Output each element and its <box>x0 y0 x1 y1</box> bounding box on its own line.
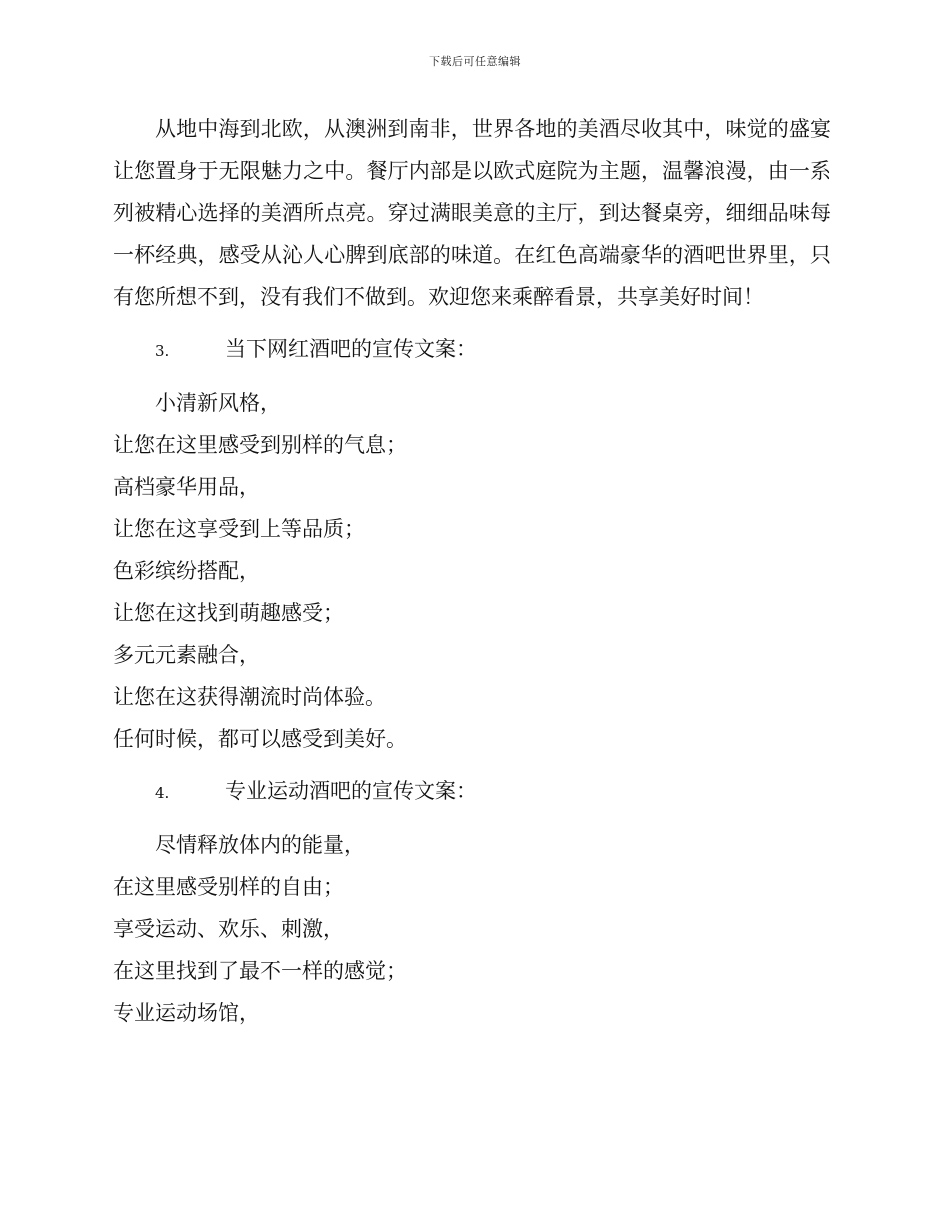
document-body <box>113 108 831 1034</box>
text-line: 多元元素融合， <box>113 643 260 667</box>
section-title: 当下网红酒吧的宣传文案： <box>225 337 477 361</box>
text-line: 色彩缤纷搭配， <box>113 559 260 583</box>
section-number: 4. <box>155 784 170 802</box>
text-line: 让您在这享受到上等品质； <box>113 517 365 541</box>
intro-paragraph: 从地中海到北欧，从澳洲到南非，世界各地的美酒尽收其中，味觉的盛宴让您置身于无限魅力之中。餐厅内部是以欧式庭院为主题，温馨浪漫，由一系列被精心选择的美酒所点亮。穿过满眼美意的主厅，到达餐桌旁，细细品味每一杯经典，感受从沁人心脾到底部的味道。在红色高端豪华的酒吧世界里，只有您所想不到，没有我们不做到。欢迎您来乘醉看景，共享美好时间！ <box>113 117 831 309</box>
text-line: 小清新风格， <box>155 391 281 415</box>
text-line: 在这里感受别样的自由； <box>113 875 344 899</box>
section-title: 专业运动酒吧的宣传文案： <box>225 779 477 803</box>
text-line: 让您在这找到萌趣感受； <box>113 601 344 625</box>
text-line: 让您在这里感受到别样的气息； <box>113 433 407 457</box>
section-4-lines <box>113 824 831 1034</box>
text-line: 专业运动场馆， <box>113 1001 260 1025</box>
section-number: 3. <box>155 342 170 360</box>
text-line: 任何时候，都可以感受到美好。 <box>113 727 407 751</box>
text-line: 高档豪华用品， <box>113 475 260 499</box>
text-line: 在这里找到了最不一样的感觉； <box>113 959 407 983</box>
page-header: 下载后可任意编辑 <box>429 55 521 68</box>
text-line: 尽情释放体内的能量， <box>155 833 365 857</box>
text-line: 享受运动、欢乐、刺激， <box>113 917 344 941</box>
section-heading-3 <box>113 328 831 372</box>
section-3-lines <box>113 382 831 760</box>
section-heading-4 <box>113 770 831 814</box>
text-line: 让您在这获得潮流时尚体验。 <box>113 685 386 709</box>
